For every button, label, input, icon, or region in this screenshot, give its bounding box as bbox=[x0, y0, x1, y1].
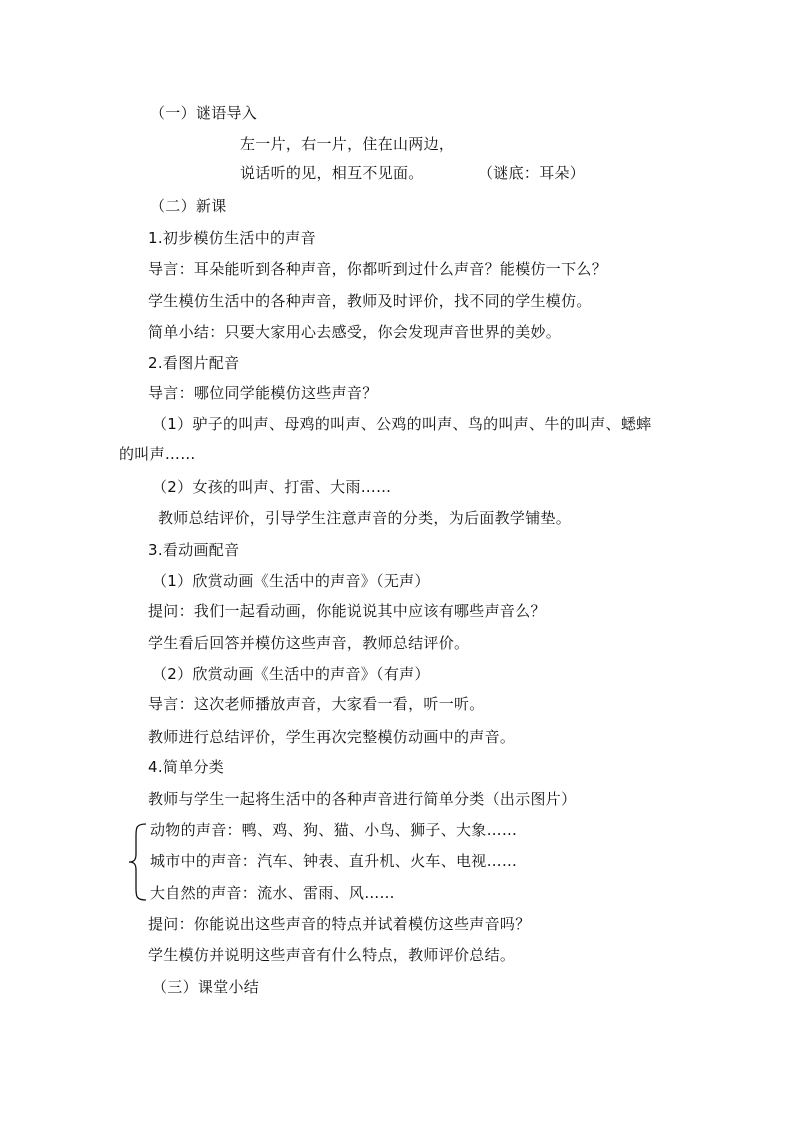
class-nature-sounds: 大自然的声音：流水、雷雨、风…… bbox=[150, 884, 395, 902]
part-3-intro: 导言：这次老师播放声音，大家看一看，听一听。 bbox=[148, 695, 485, 713]
part-1-summary: 简单小结：只要大家用心去感受，你会发现声音世界的美妙。 bbox=[148, 323, 562, 341]
part-3-evaluation: 教师进行总结评价，学生再次完整模仿动画中的声音。 bbox=[148, 728, 516, 746]
part-1-activity: 学生模仿生活中的各种声音，教师及时评价，找不同的学生模仿。 bbox=[148, 292, 592, 310]
part-2-evaluation: 教师总结评价，引导学生注意声音的分类，为后面教学铺垫。 bbox=[158, 509, 572, 527]
riddle-line-2: 说话听的见，相互不见面。 bbox=[240, 164, 424, 182]
part-1-title: 1.初步模仿生活中的声音 bbox=[148, 229, 316, 247]
riddle-answer: （谜底：耳朵） bbox=[478, 164, 586, 182]
riddle-line-1: 左一片，右一片，住在山两边， bbox=[240, 135, 455, 153]
part-3-item-2: （2）欣赏动画《生活中的声音》（有声） bbox=[152, 665, 430, 683]
part-1-intro: 导言：耳朵能听到各种声音，你都听到过什么声音？能模仿一下么？ bbox=[148, 260, 608, 278]
section-one-heading: （一）谜语导入 bbox=[150, 104, 258, 122]
part-4-answer: 学生模仿并说明这些声音有什么特点，教师评价总结。 bbox=[148, 946, 516, 964]
part-2-title: 2.看图片配音 bbox=[148, 354, 240, 372]
class-animal-sounds: 动物的声音：鸭、鸡、狗、猫、小鸟、狮子、大象…… bbox=[150, 821, 518, 839]
part-3-item-1: （1）欣赏动画《生活中的声音》（无声） bbox=[152, 572, 430, 590]
part-4-title: 4.简单分类 bbox=[148, 758, 225, 776]
part-2-intro: 导言：哪位同学能模仿这些声音？ bbox=[148, 384, 378, 402]
part-4-question: 提问：你能说出这些声音的特点并试着模仿这些声音吗？ bbox=[148, 915, 531, 933]
part-2-item-1-continued: 的叫声…… bbox=[119, 445, 196, 463]
section-three-heading: （三）课堂小结 bbox=[152, 978, 260, 996]
part-4-intro: 教师与学生一起将生活中的各种声音进行简单分类（出示图片） bbox=[148, 790, 577, 808]
class-city-sounds: 城市中的声音：汽车、钟表、直升机、火车、电视…… bbox=[150, 852, 518, 870]
part-3-answer: 学生看后回答并模仿这些声音，教师总结评价。 bbox=[148, 634, 470, 652]
part-3-question: 提问：我们一起看动画，你能说说其中应该有哪些声音么？ bbox=[148, 602, 546, 620]
section-two-heading: （二）新课 bbox=[150, 197, 227, 215]
part-2-item-2: （2）女孩的叫声、打雷、大雨…… bbox=[152, 478, 392, 496]
part-2-item-1: （1）驴子的叫声、母鸡的叫声、公鸡的叫声、鸟的叫声、牛的叫声、蟋蟀 bbox=[152, 415, 652, 433]
part-3-title: 3.看动画配音 bbox=[148, 541, 240, 559]
